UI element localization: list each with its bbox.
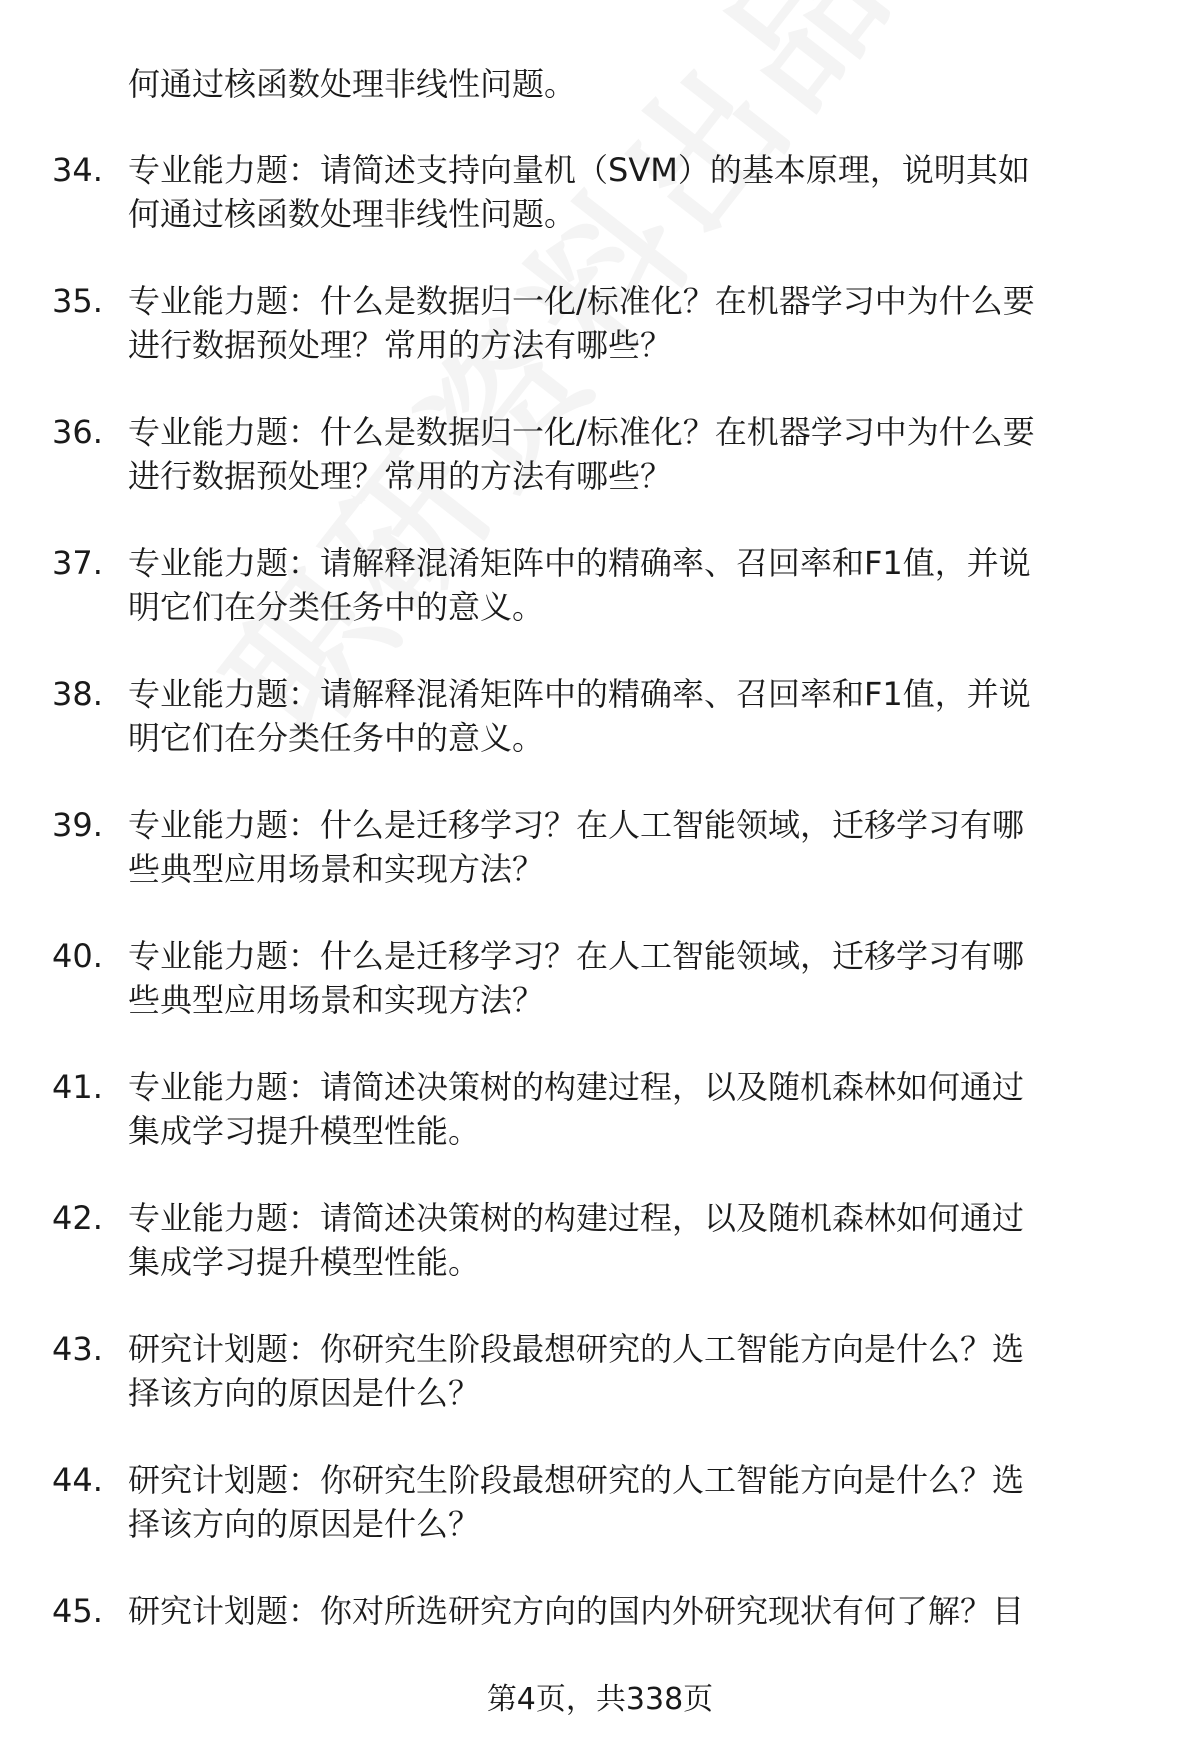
question-line: 研究计划题：你对所选研究方向的国内外研究现状有何了解？目 (128, 1592, 1025, 1630)
question-text (128, 672, 1158, 760)
question-item (0, 410, 1200, 498)
question-text (128, 803, 1158, 891)
question-number: 35. (52, 282, 103, 320)
question-line: 进行数据预处理？常用的方法有哪些？ (128, 326, 673, 364)
question-item (0, 148, 1200, 236)
question-item (0, 1065, 1200, 1153)
question-number: 40. (52, 937, 103, 975)
question-number: 43. (52, 1330, 103, 1368)
page-footer: 第4页，共338页 (486, 1682, 714, 1717)
question-list (0, 148, 1200, 1720)
question-line: 择该方向的原因是什么？ (128, 1374, 481, 1412)
question-number: 37. (52, 544, 103, 582)
question-number: 42. (52, 1199, 103, 1237)
question-line: 专业能力题：什么是迁移学习？在人工智能领域，迁移学习有哪 (128, 806, 1025, 844)
question-line: 些典型应用场景和实现方法？ (128, 981, 545, 1019)
question-item (0, 541, 1200, 629)
question-line: 择该方向的原因是什么？ (128, 1505, 481, 1543)
question-number: 39. (52, 806, 103, 844)
question-text (128, 1589, 1158, 1633)
question-number: 45. (52, 1592, 103, 1630)
question-line: 专业能力题：请简述支持向量机（SVM）的基本原理，说明其如 (128, 151, 1030, 189)
question-number: 38. (52, 675, 103, 713)
question-item (0, 1196, 1200, 1284)
question-number: 44. (52, 1461, 103, 1499)
question-item (0, 1589, 1200, 1677)
question-item (0, 934, 1200, 1022)
question-text (128, 1327, 1158, 1415)
question-number: 41. (52, 1068, 103, 1106)
question-item (0, 1458, 1200, 1546)
question-line: 专业能力题：请解释混淆矩阵中的精确率、召回率和F1值，并说 (128, 544, 1031, 582)
question-line: 明它们在分类任务中的意义。 (128, 719, 545, 757)
question-line: 专业能力题：什么是迁移学习？在人工智能领域，迁移学习有哪 (128, 937, 1025, 975)
question-line: 明它们在分类任务中的意义。 (128, 588, 545, 626)
question-text (128, 279, 1158, 367)
question-line: 进行数据预处理？常用的方法有哪些？ (128, 457, 673, 495)
question-line: 研究计划题：你研究生阶段最想研究的人工智能方向是什么？选 (128, 1461, 1025, 1499)
question-line: 何通过核函数处理非线性问题。 (128, 195, 577, 233)
question-text (128, 410, 1158, 498)
question-line: 研究计划题：你研究生阶段最想研究的人工智能方向是什么？选 (128, 1330, 1025, 1368)
question-line: 集成学习提升模型性能。 (128, 1243, 481, 1281)
question-text (128, 148, 1158, 236)
question-item (0, 803, 1200, 891)
question-number: 34. (52, 151, 103, 189)
question-line: 专业能力题：请简述决策树的构建过程，以及随机森林如何通过 (128, 1199, 1025, 1237)
continuation-text: 何通过核函数处理非线性问题。 (128, 65, 577, 103)
question-text (128, 541, 1158, 629)
question-text (128, 934, 1158, 1022)
question-item (0, 279, 1200, 367)
question-line: 专业能力题：请简述决策树的构建过程，以及随机森林如何通过 (128, 1068, 1025, 1106)
question-number: 36. (52, 413, 103, 451)
question-line: 专业能力题：什么是数据归一化/标准化？在机器学习中为什么要 (128, 413, 1035, 451)
question-text (128, 1196, 1158, 1284)
question-item (0, 672, 1200, 760)
question-line: 些典型应用场景和实现方法？ (128, 850, 545, 888)
question-line: 集成学习提升模型性能。 (128, 1112, 481, 1150)
question-text (128, 1065, 1158, 1153)
question-text (128, 1458, 1158, 1546)
question-line: 专业能力题：请解释混淆矩阵中的精确率、召回率和F1值，并说 (128, 675, 1031, 713)
question-line: 专业能力题：什么是数据归一化/标准化？在机器学习中为什么要 (128, 282, 1035, 320)
question-item (0, 1327, 1200, 1415)
